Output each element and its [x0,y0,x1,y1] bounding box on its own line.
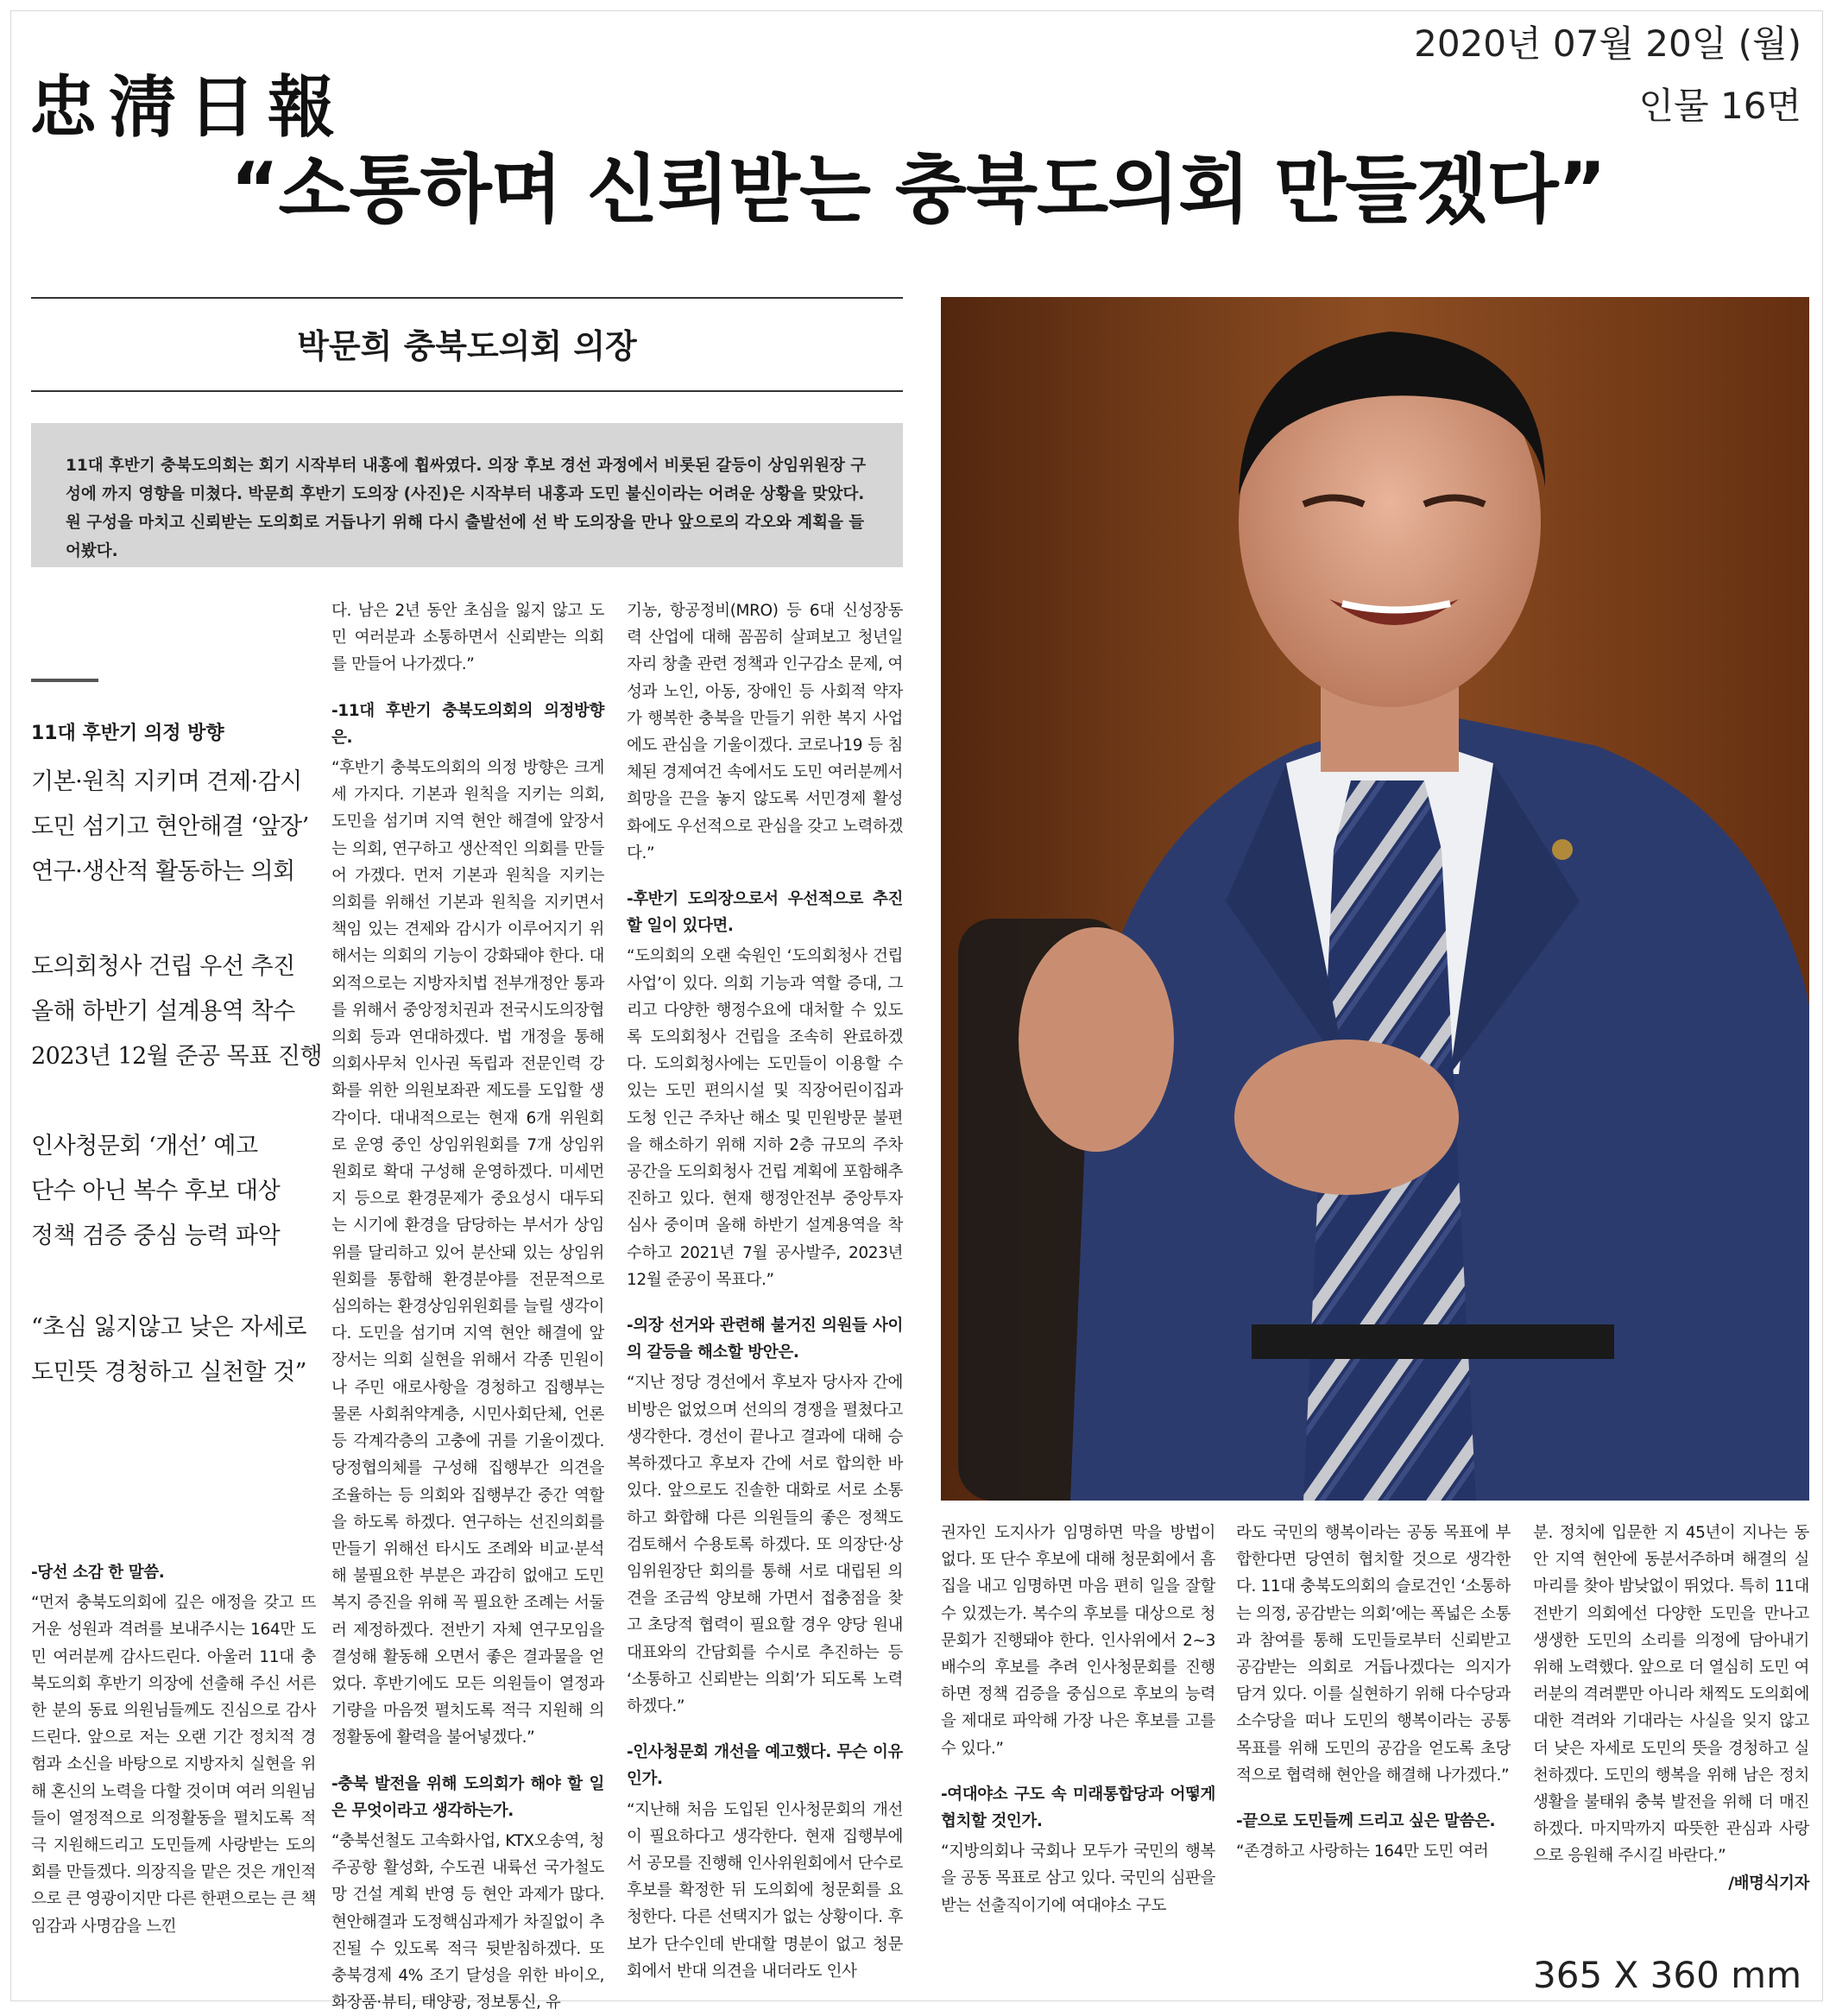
answer: 라도 국민의 행복이라는 공동 목표에 부합한다면 당연히 협치할 것으로 생각한다. 11대 충북도의회의 슬로건인 ‘소통하는 의정, 공감받는 의회’에는 폭넓은 소통과 참여를 통해 도민들로부터 신뢰받고 공감받는 의회로 거듭나겠다는 의지가 담겨 있다. 이를 실현하기 위해 다수당과 소수당을 떠나 도민의 행복이라는 공통 목표를 위해 도민의 공감을 얻도록 초당적으로 협력해 현안을 해결해 나가겠다.” [1236,1524,1511,1785]
lead-paragraph: 11대 후반기 충북도의회는 회기 시작부터 내홍에 휩싸였다. 의장 후보 경선 과정에서 비롯된 갈등이 상임위원장 구성에 까지 영향을 미쳤다. 박문희 후반기 도의장 (사진)은 시작부터 내홍과 도민 불신이라는 어려운 상황을 맞았다. 원 구성을 마치고 신뢰받는 도의회로 거듭나기 위해 다시 출발선에 선 박 도의장을 만나 앞으로의 각오와 계획을 들어봤다. [31,423,903,567]
pullquote-line: 2023년 12월 준공 목표 진행 [31,1043,323,1070]
pullquote-group-3 [31,1124,316,1259]
sidebar-dash [31,679,98,682]
reporter-byline: /배명식기자 [1728,1874,1809,1893]
answer: “존경하고 사랑하는 164만 도민 여러 [1236,1842,1489,1861]
pullquote-line: 인사청문회 ‘개선’ 예고 [31,1133,258,1160]
article-column-6 [1533,1520,1809,1897]
answer: “지난해 처음 도입된 인사청문회의 개선이 필요하다고 생각한다. 현재 집행부에서 공모를 진행해 인사위원회에서 단수로 후보를 확정한 뒤 도의회에 청문회를 요청한다. 다른 선택지가 없는 상황이다. 후보가 단수인데 반대할 명분이 없고 청문회에서 반대 의견을 내더라도 인사 [627,1800,903,1981]
pullquote-group-1 [31,760,316,894]
answer: “지방의회나 국회나 모두가 국민의 행복을 공동 목표로 삼고 있다. 국민의 심판을 받는 선출직이기에 여대야소 구도 [941,1842,1215,1915]
article-column-5 [1236,1520,1511,1865]
answer: “충북선철도 고속화사업, KTX오송역, 청주공항 활성화, 수도권 내륙선 국가철도망 건설 계획 반영 등 현안 과제가 많다. 현안해결과 도정핵심과제가 차질없이 추진될 수 있도록 적극 뒷받침하겠다. 또 충북경제 4% 조기 달성을 위한 바이오, 화장품·뷰티, 태양광, 정보통신, 유 [331,1831,604,2013]
pullquote-line: 단수 아닌 복수 후보 대상 [31,1178,281,1204]
portrait-photo [941,297,1809,1501]
pullquote-line: 기본·원칙 지키며 견제·감시 [31,768,302,795]
issue-page: 인물 16면 [1638,85,1801,127]
article-column-3 [627,597,903,1985]
article-subhead: 박문희 충북도의회 의장 [297,327,637,365]
answer: “후반기 충북도의회의 의정 방향은 크게 세 가지다. 기본과 원칙을 지키는 의회, 도민을 섬기며 지역 현안 해결에 앞장서는 의회, 연구하고 생산적인 의회를 만들어 가겠다. 먼저 기본과 원칙을 지키는 의회를 위해선 기본과 원칙을 지키면서 책임 있는 견제와 감시가 이루어지기 위해서는 의회의 기능이 강화돼야 한다. 대외적으로는 지방자치법 전부개정안 통과를 위해서 중앙정치권과 전국시도의장협의회 등과 연대하겠다. 법 개정을 통해 의회사무처 인사권 독립과 전문인력 강화를 위한 의원보좌관 제도를 도입할 생각이다. 대내적으로는 현재 6개 위원회로 운영 중인 상임위원회를 7개 상임위원회로 확대 구성해 운영하겠다. 미세먼지 등으로 환경문제가 중요성시 대두되는 시기에 환경을 담당하는 부서가 상임위를 달리하고 있어 분산돼 있는 상임위원회를 통합해 환경분야를 전문적으로 심의하는 환경상임위원회를 늘릴 생각이다. 도민을 섬기며 지역 현안 해결에 앞장서는 의회 실현을 위해서 각종 민원이나 주민 애로사항을 경청하고 집행부는 물론 사회취약계층, 시민사회단체, 언론 등 각계각층의 고충에 귀를 기울이겠다. 당정협의체를 구성해 집행부간 의견을 조율하는 등 의회와 집행부간 중간 역할을 하도록 하겠다. 연구하는 선진의회를 만들기 위해선 타시도 조례와 비교·분석해 불필요한 부분은 과감히 없애고 도민 복지 증진을 위해 꼭 필요한 조례는 서둘러 제정하겠다. 전반기 자체 연구모임을 결성해 활동해 오면서 좋은 결과물을 얻었다. 후반기에도 모든 의원들이 열정과 기량을 마음껏 펼치도록 적극 지원해 의정활동에 활력을 불어넣겠다.” [331,759,604,1747]
pullquote-line: 올해 하반기 설계용역 착수 [31,998,295,1025]
pullquote-group-2 [31,945,323,1079]
answer: “먼저 충북도의회에 깊은 애정을 갖고 뜨거운 성원과 격려를 보내주시는 164만 도민 여러분께 감사드린다. 아울러 11대 충북도의회 후반기 의장에 선출해 주신 서른 한 분의 동료 의원님들께도 진심으로 감사드린다. 앞으로 저는 오랜 기간 정치적 경험과 소신을 바탕으로 지방자치 실현을 위해 혼신의 노력을 다할 것이며 여러 의원님들이 열정적으로 의정활동을 펼치도록 적극 지원해드리고 도민들께 사랑받는 도의회를 만들겠다. 의장직을 맡은 것은 개인적으로 큰 영광이지만 다른 한편으로는 큰 책임감과 사명감을 느낀 [31,1594,316,1936]
pullquote-line: 연구·생산적 활동하는 의회 [31,858,295,885]
subhead-top-rule [31,297,903,299]
question: -인사청문회 개선을 예고했다. 무슨 이유인가. [627,1743,903,1789]
answer: 분. 정치에 입문한 지 45년이 지나는 동안 지역 현안에 동분서주하며 해결의 실마리를 찾아 밤낮없이 뛰었다. 특히 11대 전반기 의회에선 다양한 도민을 만나고 생생한 도민의 소리를 의정에 담아내기 위해 노력했다. 앞으로 더 열심히 도민 여러분의 격려뿐만 아니라 채찍도 도의회에 대한 격려와 기대라는 사실을 잊지 않고 더 낮은 자세로 도민의 뜻을 경청하고 실천하겠다. 도민의 행복을 위해 남은 정치 생활을 불태워 충북 발전을 위해 더 매진하겠다. 마지막까지 따뜻한 관심과 사랑으로 응원해 주시길 바란다.” [1533,1524,1809,1866]
newspaper-masthead: 忠淸日報 [29,68,348,147]
question: -의장 선거와 관련해 불거진 의원들 사이의 갈등을 해소할 방안은. [627,1317,903,1362]
answer: “지난 정당 경선에서 후보자 당사자 간에 비방은 없었으며 선의의 경쟁을 펼쳤다고 생각한다. 경선이 끝나고 결과에 대해 승복하겠다고 후보자 간에 서로 합의한 바 있다. 앞으로도 진솔한 대화로 서로 소통하고 화합해 다른 의원들의 좋은 정책도 검토해서 수용토록 하겠다. 또 의장단·상임위원장단 회의를 통해 서로 대립된 의견을 조금씩 양보해 가면서 접충점을 찾고 초당적 협력이 필요할 경우 양당 원내대표와의 간담회를 수시로 추진하는 등 ‘소통하고 신뢰받는 의회’가 되도록 노력하겠다.” [627,1374,903,1716]
page-size-label: 365 X 360 mm [1533,1954,1801,1996]
article-column-4 [941,1520,1215,1919]
article-column-2 [331,597,604,2016]
question: -충북 발전을 위해 도의회가 해야 할 일은 무엇이라고 생각하는가. [331,1774,604,1820]
pullquote-line: 도민뜻 경청하고 실천할 것” [31,1359,306,1386]
pullquote-line: “초심 잃지않고 낮은 자세로 [31,1314,306,1341]
question: -끝으로 도민들께 드리고 싶은 말씀은. [1236,1812,1496,1831]
question: -당선 소감 한 말씀. [31,1564,165,1582]
pullquote-line: 도의회청사 건립 우선 추진 [31,953,295,980]
article-column-1 [31,1559,316,1940]
question: -여대야소 구도 속 미래통합당과 어떻게 협치할 것인가. [941,1785,1215,1831]
answer: 권자인 도지사가 임명하면 막을 방법이 없다. 또 단수 후보에 대해 청문회에서 흠집을 내고 임명하면 마음 편히 일을 잘할 수 있겠는가. 복수의 후보를 대상으로 청문회가 진행돼야 한다. 인사위에서 2~3배수의 후보를 추려 인사청문회를 진행하면 정책 검증을 중심으로 후보의 능력을 제대로 파악해 가장 나은 후보를 고를 수 있다.” [941,1524,1215,1758]
question: -후반기 도의장으로서 우선적으로 추진할 일이 있다면. [627,890,903,936]
pullquote-line: 도민 섬기고 현안해결 ‘앞장’ [31,813,309,840]
answer: “도의회의 오랜 숙원인 ‘도의회청사 건립사업’이 있다. 의회 기능과 역할 증대, 그리고 다양한 행정수요에 대처할 수 있도록 도의회청사 건립을 조속히 완료하겠다. 도의회청사에는 도민들이 이용할 수 있는 도민 편의시설 및 직장어린이집과 도청 인근 주차난 해소 및 민원방문 불편을 해소하기 위해 지하 2층 규모의 주차공간을 도의회청사 건립 계획에 포함해추진하고 있다. 현재 행정안전부 중앙투자심사 중이며 올해 하반기 설계용역을 착수하고 2021년 7월 공사발주, 2023년 12월 준공이 목표다.” [627,947,903,1289]
answer: 기농, 항공정비(MRO) 등 6대 신성장동력 산업에 대해 꼼꼼히 살펴보고 청년일자리 창출 관련 정책과 인구감소 문제, 여성과 노인, 아동, 장애인 등 사회적 약자가 행복한 충북을 만들기 위한 복지 사업에도 관심을 기울이겠다. 코로나19 등 침체된 경제여건 속에서도 도민 여러분께서 희망을 끈을 놓지 않도록 서민경제 활성화에도 우선적으로 관심을 갖고 노력하겠다.” [627,602,903,863]
answer: 다. 남은 2년 동안 초심을 잃지 않고 도민 여러분과 소통하면서 신뢰받는 의회를 만들어 나가겠다.” [331,602,604,674]
pullquote-group-4 [31,1305,316,1395]
article-headline: “소통하며 신뢰받는 충북도의회 만들겠다” [230,147,1606,233]
pullquote-line: 정책 검증 중심 능력 파악 [31,1223,281,1249]
issue-date: 2020년 07월 20일 (월) [1414,22,1801,65]
question: -11대 후반기 충북도의회의 의정방향은. [331,701,604,747]
pullquote-label: 11대 후반기 의정 방향 [31,723,224,744]
subhead-bottom-rule [31,390,903,392]
